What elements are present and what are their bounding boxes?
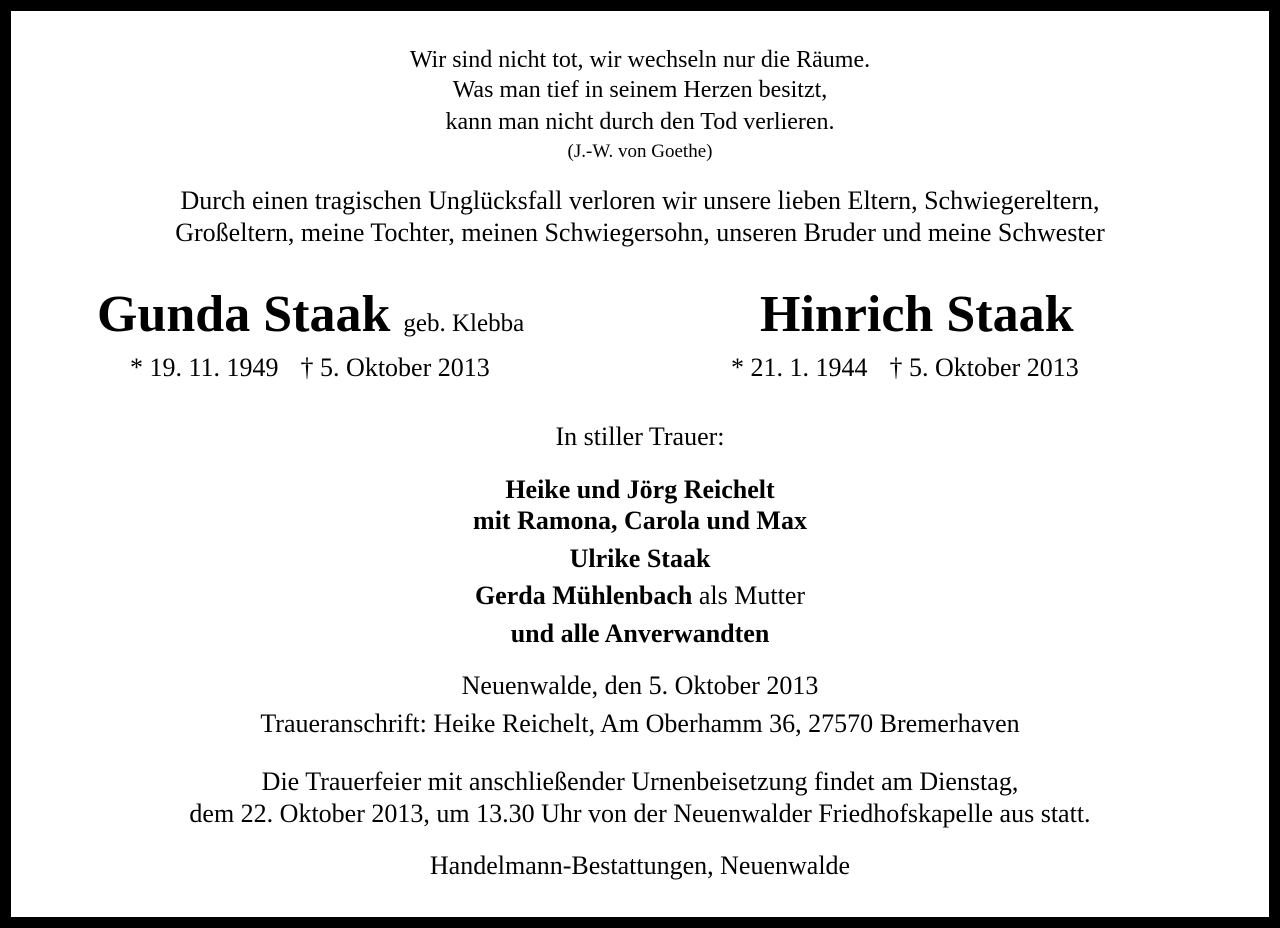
undertaker: Handelmann-Bestattungen, Neuenwalde <box>429 851 851 880</box>
mourning-address: Traueranschrift: Heike Reichelt, Am Oberhamm 36, 27570 Bremerhaven <box>260 709 1020 738</box>
deceased-name-gunda <box>97 285 524 344</box>
deceased-name-text: Gunda Staak <box>97 286 391 343</box>
place-date: Neuenwalde, den 5. Oktober 2013 <box>461 671 819 700</box>
mourner-line-2: mit Ramona, Carola und Max <box>473 506 807 535</box>
mourners-heading: In stiller Trauer: <box>555 422 725 451</box>
mourner-relation: als Mutter <box>698 581 806 610</box>
deceased-name-hinrich: Hinrich Staak <box>760 286 1074 343</box>
birth-date: * 19. 11. 1949 <box>130 353 279 382</box>
obituary-notice <box>11 11 1269 917</box>
mourner-line-3: Ulrike Staak <box>569 544 711 573</box>
deceased-dates-hinrich <box>731 353 1079 383</box>
mourner-line-5: und alle Anverwandten <box>510 619 770 648</box>
mourner-name: Gerda Mühlenbach <box>474 581 693 610</box>
deceased-dates-gunda <box>130 353 490 383</box>
poem-line-3: kann man nicht durch den Tod verlieren. <box>445 109 835 135</box>
intro-line-1: Durch einen tragischen Unglücksfall verloren wir unsere lieben Eltern, Schwiegereltern, <box>180 186 1100 215</box>
intro-line-2: Großeltern, meine Tochter, meinen Schwiegersohn, unseren Bruder und meine Schwester <box>175 218 1105 247</box>
poem-line-2: Was man tief in seinem Herzen besitzt, <box>452 77 828 103</box>
funeral-line-1: Die Trauerfeier mit anschließender Urnenbeisetzung findet am Dienstag, <box>261 767 1019 796</box>
funeral-line-2: dem 22. Oktober 2013, um 13.30 Uhr von der Neuenwalder Friedhofskapelle aus statt. <box>189 799 1091 828</box>
birth-date: * 21. 1. 1944 <box>731 353 868 382</box>
mourner-line-1: Heike und Jörg Reichelt <box>505 475 775 504</box>
maiden-name: geb. Klebba <box>403 310 525 337</box>
mourner-line-4 <box>11 581 1269 611</box>
death-date: † 5. Oktober 2013 <box>889 353 1079 382</box>
poem-line-1: Wir sind nicht tot, wir wechseln nur die Räume. <box>409 47 871 73</box>
death-date: † 5. Oktober 2013 <box>300 353 490 382</box>
poem-citation: (J.-W. von Goethe) <box>567 141 713 162</box>
